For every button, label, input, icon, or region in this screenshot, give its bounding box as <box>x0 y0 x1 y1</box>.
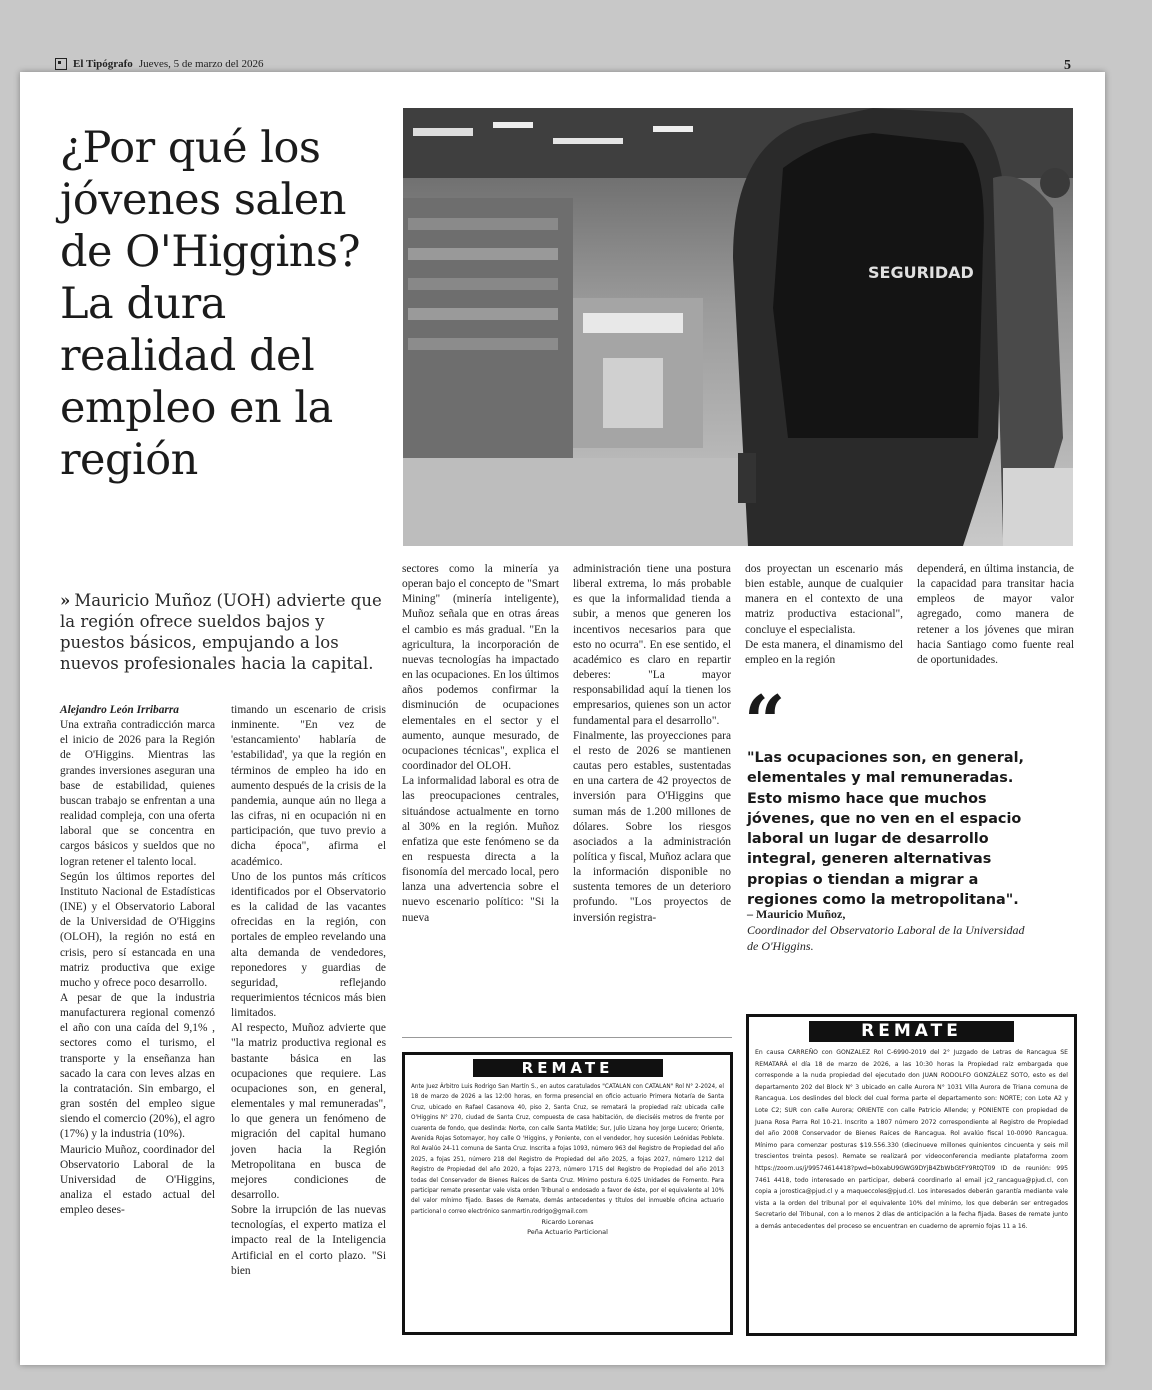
paragraph: Según los últimos reportes del Instituto Nacional de Estadísticas (INE) y el Observatorio Laboral de la Universidad de O'Higgins (OLOH), la región no está en crisis, pero sí estancada en una matriz productiva que exige mucho y ofrece poco desarrollo. <box>60 870 215 989</box>
paragraph: dependerá, en última instancia, de la capacidad para transitar hacia empleos de mayor valor agregado, como manera de retener a los jóvenes que miran hacia Santiago como fuente real de oportunidades. <box>917 563 1074 666</box>
divider <box>402 1037 732 1038</box>
article-byline: Alejandro León Irribarra <box>60 704 179 716</box>
quote-author-name: – Mauricio Muñoz, <box>747 907 846 921</box>
article-column-2 <box>231 703 386 1279</box>
lede-text: Mauricio Muñoz (UOH) advierte que la región ofrece sueldos bajos y puestos básicos, empujando a los nuevos profesionales hacia la capital. <box>60 591 382 673</box>
paragraph: Al respecto, Muñoz advierte que "la matriz productiva regional es bastante básica en las ocupaciones que requiere. Las ocupaciones son, en general, elementales y mal remuneradas", lo que genera un fenómeno de migración del capital humano joven hacia la Región Metropolitana en busca de mejores condiciones de desarrollo. <box>231 1022 386 1201</box>
article-column-1 <box>60 703 215 1218</box>
ad-signature-role: Peña Actuario Particional <box>527 1228 608 1237</box>
lede-marker-icon: » <box>60 591 71 610</box>
ad-title: REMATE <box>809 1021 1014 1042</box>
quote-mark-icon: “ <box>744 679 786 764</box>
issue-date: Jueves, 5 de marzo del 2026 <box>138 58 264 70</box>
article-headline: ¿Por qué los jóvenes salen de O'Higgins? La dura realidad del empleo en la región <box>60 123 361 485</box>
remate-ad-2 <box>746 1014 1077 1336</box>
paragraph: A pesar de que la industria manufacturera regional comenzó el año con una caída del 9,1% , sectores como el turismo, el transporte y la enseñanza han sacado la cara con leves alzas en la contratación. Sin embargo, el gran sostén del empleo sigue siendo el comercio (20%), el agro (17%) y la industria (10%). <box>60 991 215 1141</box>
paragraph: dos proyectan un escenario más bien estable, aunque de cualquier manera en el contexto de una matriz productiva estacional", concluye el especialista. <box>745 563 903 636</box>
vest-label: SEGURIDAD <box>868 263 974 282</box>
paragraph: administración tiene una postura liberal extrema, lo más probable es que la informalidad tienda a subir, a menos que generen los incentivos necesarios para que esto no ocurra". En ese sentido, el académico es claro en repartir deberes: "La mayor responsabilidad aquí la tienen los empresarios, quienes son un actor fundamental para el desarrollo". <box>573 563 731 727</box>
paragraph: Una extraña contradicción marca el inicio de 2026 para la Región de O'Higgins. Mientras las grandes inversiones aseguran una base de estabilidad, quienes buscan trabajo se enfrentan a una realidad compleja, con una oferta laboral que se concentra en cargos básicos y sueldos que no logran retener el talento local. <box>60 719 215 868</box>
page-header <box>55 58 263 70</box>
paragraph: Finalmente, las proyecciones para el resto de 2026 se mantienen cautas pero estables, sustentadas en una cartera de 42 proyectos de inversión para O'Higgins que suman más de 1.200 millones de dólares. Sobre los riesgos asociados a la administración política y fiscal, Muñoz aclara que la información disponible no sustenta temores de un deterioro profundo. "Los proyectos de inversión registra- <box>573 729 731 924</box>
article-column-4 <box>573 562 731 926</box>
newspaper-logo-icon <box>55 58 67 70</box>
paragraph: Mauricio Muñoz, coordinador del Observatorio Laboral de la Universidad de O'Higgins, analiza el estado actual del empleo deses- <box>60 1143 215 1217</box>
paragraph: Sobre la irrupción de las nuevas tecnologías, el experto matiza el impacto real de la Inteligencia Artificial en el corto plazo. "Si bien <box>231 1204 386 1277</box>
article-column-3 <box>402 562 559 926</box>
paragraph: La informalidad laboral es otra de las preocupaciones centrales, situándose actualmente en torno al 30% en la región. Muñoz enfatiza que este fenómeno se da en respuesta directa a la fisonomía del mercado local, pero lanza una advertencia sobre el nuevo escenario político: "Si la nueva <box>402 775 559 924</box>
article-photo <box>403 108 1073 546</box>
remate-ad-1 <box>402 1052 733 1335</box>
article-column-5 <box>745 562 903 668</box>
paragraph: sectores como la minería ya operan bajo el concepto de "Smart Mining" (minería inteligente), Muñoz señala que en otras áreas el cambio es más gradual. "En la agricultura, la incorporación de nuevas tecnologías ha impactado en las ocupaciones. En los últimos años podemos confirmar la disminución de ocupaciones elementales en el sector y el aumento, aunque mesurado, de ocupaciones técnicas", explica el coordinador del OLOH. <box>402 563 559 773</box>
article-column-6 <box>917 562 1074 668</box>
pull-quote: "Las ocupaciones son, en general, elementales y mal remuneradas. Esto mismo hace que muchos jóvenes, que no ven en el espacio laboral un lugar de desarrollo integral, generen alternativas propias o tiendan a migrar a regiones como la metropolitana". <box>747 750 1025 909</box>
paragraph: timando un escenario de crisis inminente. "En vez de 'estancamiento' hablaría de 'estabilidad', ya que la región en términos de empleo ha ido en aumento después de la crisis de la pandemia, aunque aún no llega a las cifras, ni en ocupación ni en participación, que tuvo previo a dicha época", afirma el académico. <box>231 704 386 868</box>
page-number: 5 <box>1064 58 1071 73</box>
paper-name: El Tipógrafo <box>73 58 133 70</box>
quote-attribution <box>747 906 1037 954</box>
ad-body: En causa CARREÑO con GONZALEZ Rol C-6990-2019 del 2° Juzgado de Letras de Rancagua SE REMATARÁ el día 18 de marzo de 2026, a las 10:30 horas la Propiedad raíz embargada que corresponde a la nuda propiedad del ejecutado don JUAN RODOLFO GONZÁLEZ SOTO, esto es del departamento 202 del Block N° 3 ubicado en calle Aurora N° 1031 Villa Aurora de Triana comuna de Rancagua. Los deslindes del block del cual forma parte el departamento son: NORTE; con Lote A2 y Lote C2; SUR con calle Aurora; ORIENTE con calle Patricio Allende; y PONIENTE con propiedad de Juana Rosa Parra Rol 10-21. Inscrito a 1807 número 2072 correspondiente al Registro de Propiedad del año 2008 Conservador de Bienes Raíces de Rancagua. Rol avalúo fiscal 10-0090 Rancagua. Mínimo para comenzar posturas $19.556.330 (diecinueve millones quinientos cincuenta y seis mil trescientos treinta pesos). Remate se realizará por videoconferencia mediante plataforma zoom https://zoom.us/j/99574614418?pwd=b0xabU9GWG9DYjB4ZbWbGtFY9RtQT09 ID de reunión: 995 7461 4418, todo interesado en participar, deberá coordinarlo al email jc2_rancagua@pjud.cl, con copia a jorostica@pjud.cl y a maqueccoles@pjud.cl. Los interesados deberán garantía mediante vale vista a la orden del tribunal por el equivalente 10% del mínimo, los que deberán ser entregados Secretario del Tribunal, con a lo menos 2 días de anticipación a la fecha fijada. Bases de remate junto a demás antecedentes del proceso se encuentran en cuaderno de apremio fojas 11 a 16. <box>755 1049 1068 1230</box>
paragraph: Uno de los puntos más críticos identificados por el Observatorio es la calidad de las vacantes ofrecidas en la región, con portales de empleo revelando una alta demanda de vendedores, reponedores y guardias de seguridad, reflejando requerimientos técnicos más bien limitados. <box>231 870 386 1020</box>
ad-body: Ante Juez Árbitro Luis Rodrigo San Martín S., en autos caratulados "CATALAN con CATALAN" Rol N° 2-2024, el 18 de marzo de 2026 a las 12:00 horas, en forma presencial en oficio actuario Primera Notaría de Santa Cruz, ubicado en Rafael Casanova 40, piso 2, Santa Cruz, se rematará la propiedad raíz ubicada calle O'Higgins N° 270, ciudad de Santa Cruz, compuesta de casa habitación, de dieciséis metros de frente por cuarenta de fondo, que deslinda: Norte, con calle Santa Matilde; Sur, Julio Lizana hoy Jorge Lucero; Oriente, Avenida Rojas Sotomayor, hoy calle O 'Higgins, y Poniente, con el vendedor, hoy sucesión Leónidas Poblete. Rol Avalúo 24-11 comuna de Santa Cruz. Inscrita a fojas 1093, número 963 del Registro de Propiedad del año 2025, a fojas 251, número 218 del Registro de Propiedad del año 2025, a fojas 2027, número 1212 del Registro de Propiedad del año 2020, a fojas 2273, número 1715 del Registro de Propiedad del año 2013 todas del Conservador de Bienes Raíces de Santa Cruz. Mínimo postura 6.025 Unidades de Fomento. Para participar remate presentar vale vista orden Tribunal o endosado a favor de éste, por el equivalente al 10% del valor mínimo fijado. Bases de Remate, demás antecedentes y títulos del inmueble oficina actuario particional o correo electrónico sanmartin.rodrigo@gmail.com <box>411 1084 724 1215</box>
quote-author-role: Coordinador del Observatorio Laboral de la Universidad de O'Higgins. <box>747 923 1025 953</box>
ad-signature-name: Ricardo Lorenas <box>541 1218 594 1227</box>
paragraph: De esta manera, el dinamismo del empleo en la región <box>745 638 903 666</box>
article-lede <box>60 590 385 674</box>
ad-title: REMATE <box>473 1059 663 1077</box>
